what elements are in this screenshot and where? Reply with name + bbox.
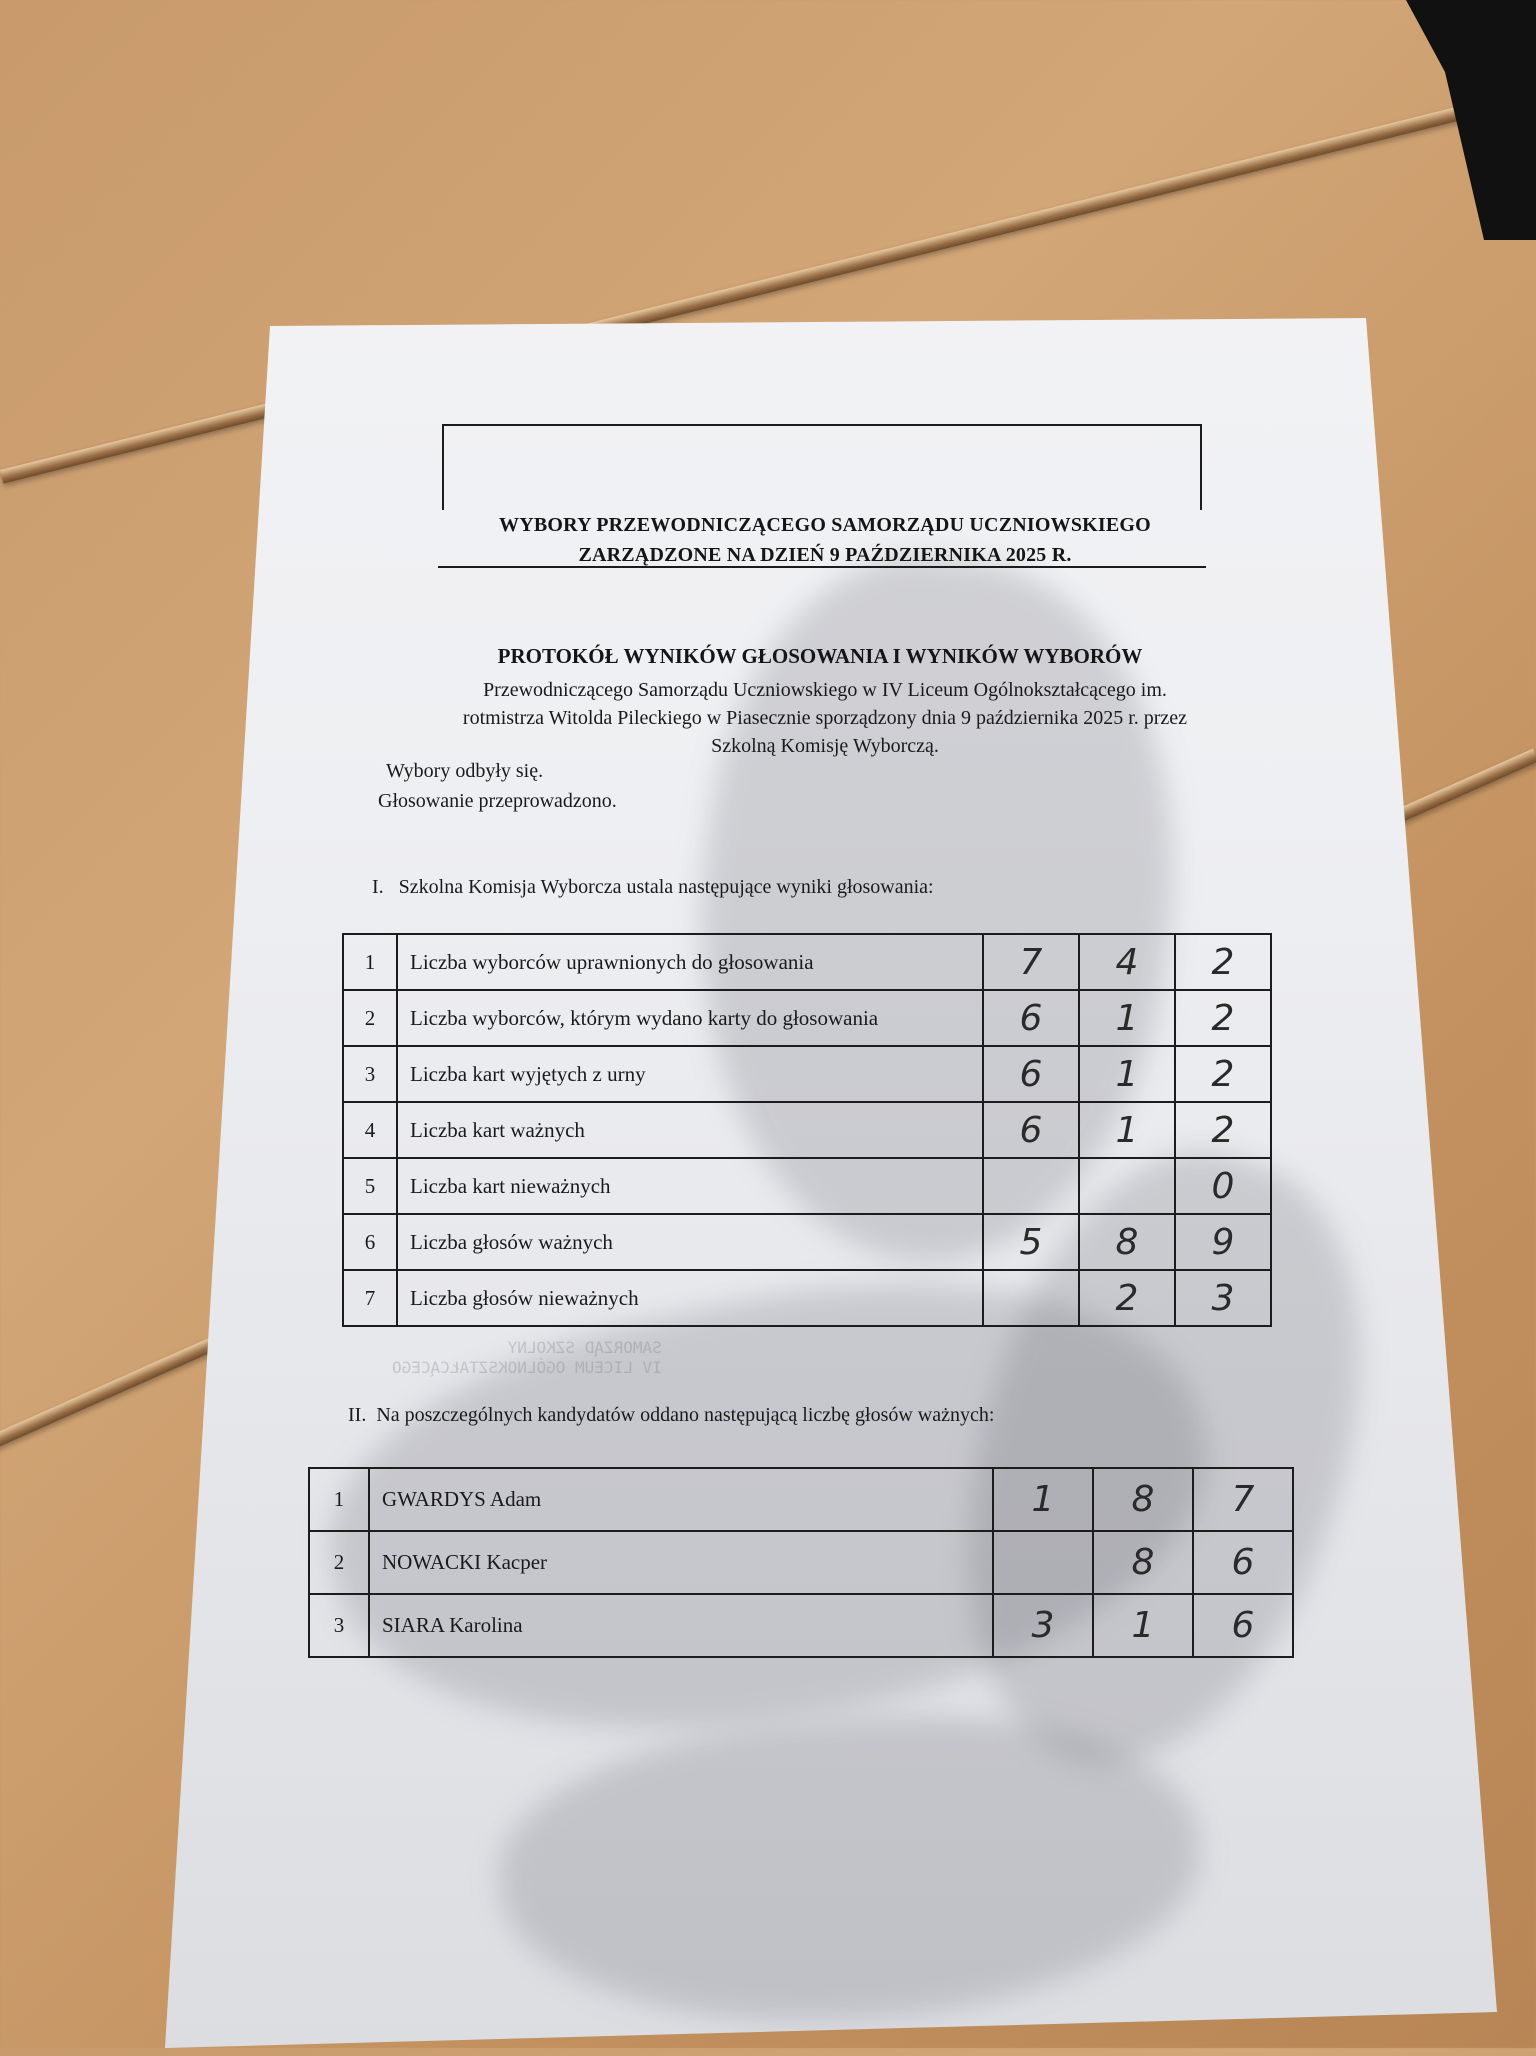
header-box <box>442 424 1202 510</box>
digit-cell-1: 1 <box>993 1468 1093 1531</box>
digit-cell-1: 7 <box>983 934 1079 990</box>
digit-cell-1: 5 <box>983 1214 1079 1270</box>
digit-cell-3: 2 <box>1175 1102 1271 1158</box>
digit-cell-2: 1 <box>1079 1102 1175 1158</box>
digit-cell-3: 7 <box>1193 1468 1293 1531</box>
stamp-imprint <box>392 1338 662 1378</box>
row-number-cell: 7 <box>343 1270 397 1326</box>
stamp-line-1: SAMORZĄD SZKOLNY <box>507 1338 662 1357</box>
row-label-cell: Liczba kart wyjętych z urny <box>397 1046 983 1102</box>
candidates-table <box>308 1467 1294 1658</box>
row-number-cell: 2 <box>309 1531 369 1594</box>
table-row <box>309 1594 1293 1657</box>
row-number-cell: 5 <box>343 1158 397 1214</box>
row-label-cell: Liczba wyborców uprawnionych do głosowania <box>397 934 983 990</box>
row-label-cell: Liczba głosów ważnych <box>397 1214 983 1270</box>
table-row <box>343 1102 1271 1158</box>
table-row <box>309 1531 1293 1594</box>
protocol-subtitle <box>380 676 1270 760</box>
row-number-cell: 3 <box>309 1594 369 1657</box>
digit-cell-3: 2 <box>1175 990 1271 1046</box>
row-label-cell: Liczba kart nieważnych <box>397 1158 983 1214</box>
row-number-cell: 3 <box>343 1046 397 1102</box>
digit-cell-2: 8 <box>1079 1214 1175 1270</box>
digit-cell-3: 6 <box>1193 1531 1293 1594</box>
digit-cell-2: 1 <box>1079 990 1175 1046</box>
candidate-name-cell: NOWACKI Kacper <box>369 1531 993 1594</box>
row-number-cell: 6 <box>343 1214 397 1270</box>
candidate-name-cell: GWARDYS Adam <box>369 1468 993 1531</box>
row-label-cell: Liczba kart ważnych <box>397 1102 983 1158</box>
digit-cell-2 <box>1079 1158 1175 1214</box>
digit-cell-2: 1 <box>1093 1594 1193 1657</box>
table-row <box>343 1270 1271 1326</box>
digit-cell-1: 6 <box>983 990 1079 1046</box>
protocol-title: PROTOKÓŁ WYNIKÓW GŁOSOWANIA I WYNIKÓW WYBORÓW <box>497 644 1143 668</box>
row-number-cell: 1 <box>309 1468 369 1531</box>
section-1-heading: I. Szkolna Komisja Wyborcza ustala następujące wyniki głosowania: <box>372 876 934 898</box>
protocol-sub-line-1: Przewodniczącego Samorządu Uczniowskiego w IV Liceum Ogólnokształcącego im. <box>483 679 1167 701</box>
digit-cell-3: 3 <box>1175 1270 1271 1326</box>
digit-cell-1: 3 <box>993 1594 1093 1657</box>
digit-cell-1: 6 <box>983 1102 1079 1158</box>
table-row <box>343 1046 1271 1102</box>
protocol-sub-line-3: Szkolną Komisję Wyborczą. <box>711 735 939 757</box>
table-row <box>343 934 1271 990</box>
row-label-cell: Liczba głosów nieważnych <box>397 1270 983 1326</box>
digit-cell-1 <box>993 1531 1093 1594</box>
header-line-1: WYBORY PRZEWODNICZĄCEGO SAMORZĄDU UCZNIOWSKIEGO <box>499 514 1151 536</box>
voting-conducted-text: Głosowanie przeprowadzono. <box>378 790 617 812</box>
table-row <box>343 1214 1271 1270</box>
digit-cell-3: 0 <box>1175 1158 1271 1214</box>
digit-cell-2: 2 <box>1079 1270 1175 1326</box>
row-label-cell: Liczba wyborców, którym wydano karty do głosowania <box>397 990 983 1046</box>
digit-cell-3: 2 <box>1175 1046 1271 1102</box>
digit-cell-2: 8 <box>1093 1468 1193 1531</box>
header-underline <box>438 566 1206 568</box>
digit-cell-1 <box>983 1158 1079 1214</box>
election-header <box>380 510 1270 570</box>
elections-held-text: Wybory odbyły się. <box>386 760 544 782</box>
candidate-name-cell: SIARA Karolina <box>369 1594 993 1657</box>
section-2-heading: II. Na poszczególnych kandydatów oddano następującą liczbę głosów ważnych: <box>348 1404 995 1426</box>
table-row <box>309 1468 1293 1531</box>
digit-cell-2: 1 <box>1079 1046 1175 1102</box>
digit-cell-3: 6 <box>1193 1594 1293 1657</box>
digit-cell-3: 2 <box>1175 934 1271 990</box>
table-row <box>343 990 1271 1046</box>
digit-cell-3: 9 <box>1175 1214 1271 1270</box>
row-number-cell: 4 <box>343 1102 397 1158</box>
digit-cell-1 <box>983 1270 1079 1326</box>
digit-cell-2: 8 <box>1093 1531 1193 1594</box>
stamp-line-2: IV LICEUM OGÓLNOKSZTAŁCĄCEGO <box>392 1358 662 1377</box>
row-number-cell: 1 <box>343 934 397 990</box>
digit-cell-1: 6 <box>983 1046 1079 1102</box>
row-number-cell: 2 <box>343 990 397 1046</box>
digit-cell-2: 4 <box>1079 934 1175 990</box>
table-row <box>343 1158 1271 1214</box>
header-line-2: ZARZĄDZONE NA DZIEŃ 9 PAŹDZIERNIKA 2025 R. <box>578 544 1072 566</box>
protocol-sub-line-2: rotmistrza Witolda Pileckiego w Piasecznie sporządzony dnia 9 października 2025 r. przez <box>462 707 1188 729</box>
results-table <box>342 933 1272 1327</box>
